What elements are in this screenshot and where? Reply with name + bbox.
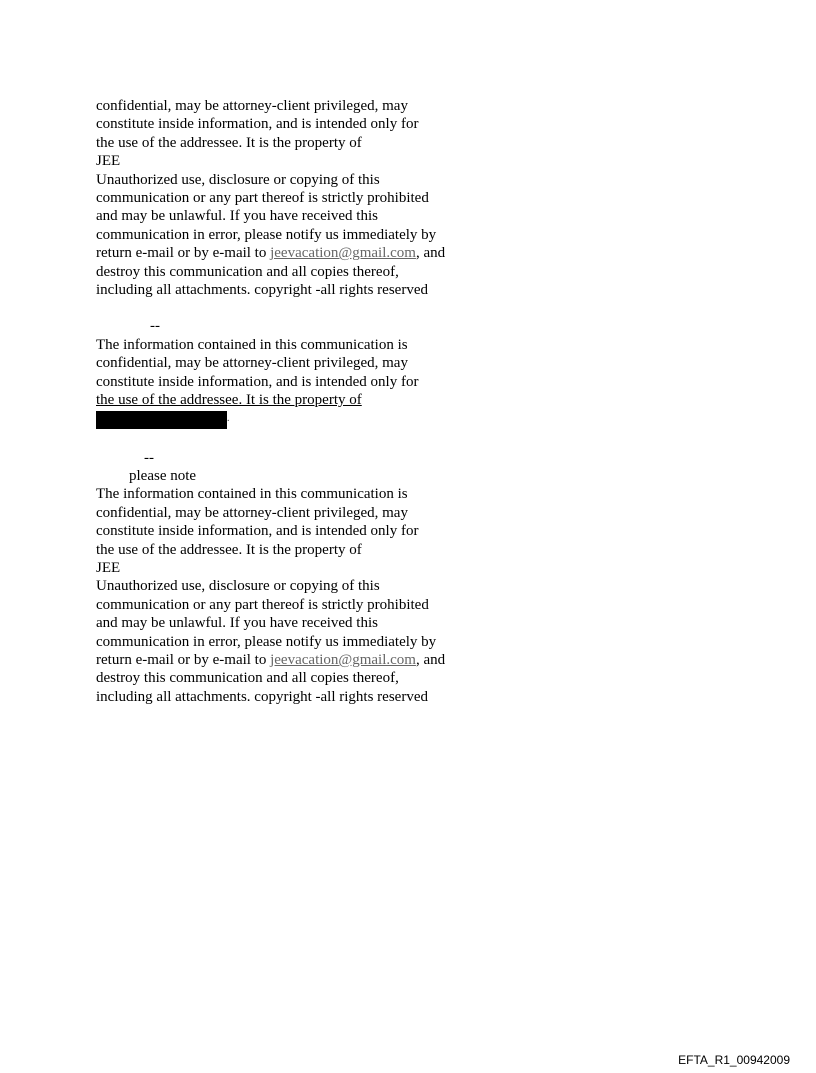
text-line: JEE bbox=[96, 153, 121, 170]
text-line: destroy this communication and all copies thereof, bbox=[96, 670, 399, 687]
text-line: confidential, may be attorney-client privileged, may bbox=[96, 98, 408, 114]
text-line: constitute inside information, and is intended only for bbox=[96, 116, 419, 133]
text-line: JEE bbox=[96, 559, 121, 576]
disclaimer-block-3 bbox=[96, 485, 496, 706]
text-line: The information contained in this communication is bbox=[96, 486, 408, 503]
redaction-box bbox=[96, 411, 227, 429]
text-line: constitute inside information, and is intended only for bbox=[96, 373, 419, 390]
text-line: communication in error, please notify us immediately by bbox=[96, 226, 437, 243]
email-link[interactable]: jeevacation@gmail.com bbox=[270, 651, 416, 668]
signature-separator: -- bbox=[150, 318, 160, 335]
text-line: the use of the addressee. It is the property of bbox=[96, 541, 362, 558]
text-line: and may be unlawful. If you have received this bbox=[96, 615, 378, 632]
email-line bbox=[96, 244, 496, 262]
disclaimer-block-2 bbox=[96, 336, 496, 429]
text-line: communication in error, please notify us immediately by bbox=[96, 633, 437, 650]
text-line: confidential, may be attorney-client privileged, may bbox=[96, 355, 408, 372]
email-suffix: , and bbox=[415, 651, 446, 668]
text-line: confidential, may be attorney-client privileged, may bbox=[96, 504, 408, 521]
email-line bbox=[96, 651, 496, 669]
text-line: destroy this communication and all copies thereof, bbox=[96, 263, 399, 280]
document-id: EFTA_R1_00942009 bbox=[678, 1053, 790, 1067]
text-line: communication or any part thereof is strictly prohibited bbox=[96, 596, 429, 613]
signature-separator: -- bbox=[144, 449, 154, 466]
text-line: the use of the addressee. It is the property of bbox=[96, 134, 362, 151]
text-line: including all attachments. copyright -all rights reserved bbox=[96, 282, 428, 299]
email-link[interactable]: jeevacation@gmail.com bbox=[270, 245, 416, 262]
text-line: and may be unlawful. If you have received this bbox=[96, 208, 378, 225]
disclaimer-block-1 bbox=[96, 97, 496, 299]
text-line: Unauthorized use, disclosure or copying of this bbox=[96, 171, 380, 188]
email-suffix: , and bbox=[415, 245, 446, 262]
text-line: communication or any part thereof is strictly prohibited bbox=[96, 190, 429, 207]
email-prefix: return e-mail or by e-mail to bbox=[96, 651, 271, 668]
email-body bbox=[96, 97, 496, 706]
note-label: please note bbox=[129, 467, 197, 484]
text-line: constitute inside information, and is intended only for bbox=[96, 523, 419, 540]
redacted-line bbox=[96, 410, 496, 429]
text-line: Unauthorized use, disclosure or copying of this bbox=[96, 578, 380, 595]
text-line: The information contained in this communication is bbox=[96, 336, 408, 353]
redaction-trailer: . bbox=[227, 412, 230, 424]
text-line: the use of the addressee. It is the property of bbox=[96, 392, 362, 409]
text-line: including all attachments. copyright -all rights reserved bbox=[96, 688, 428, 705]
email-prefix: return e-mail or by e-mail to bbox=[96, 245, 271, 262]
